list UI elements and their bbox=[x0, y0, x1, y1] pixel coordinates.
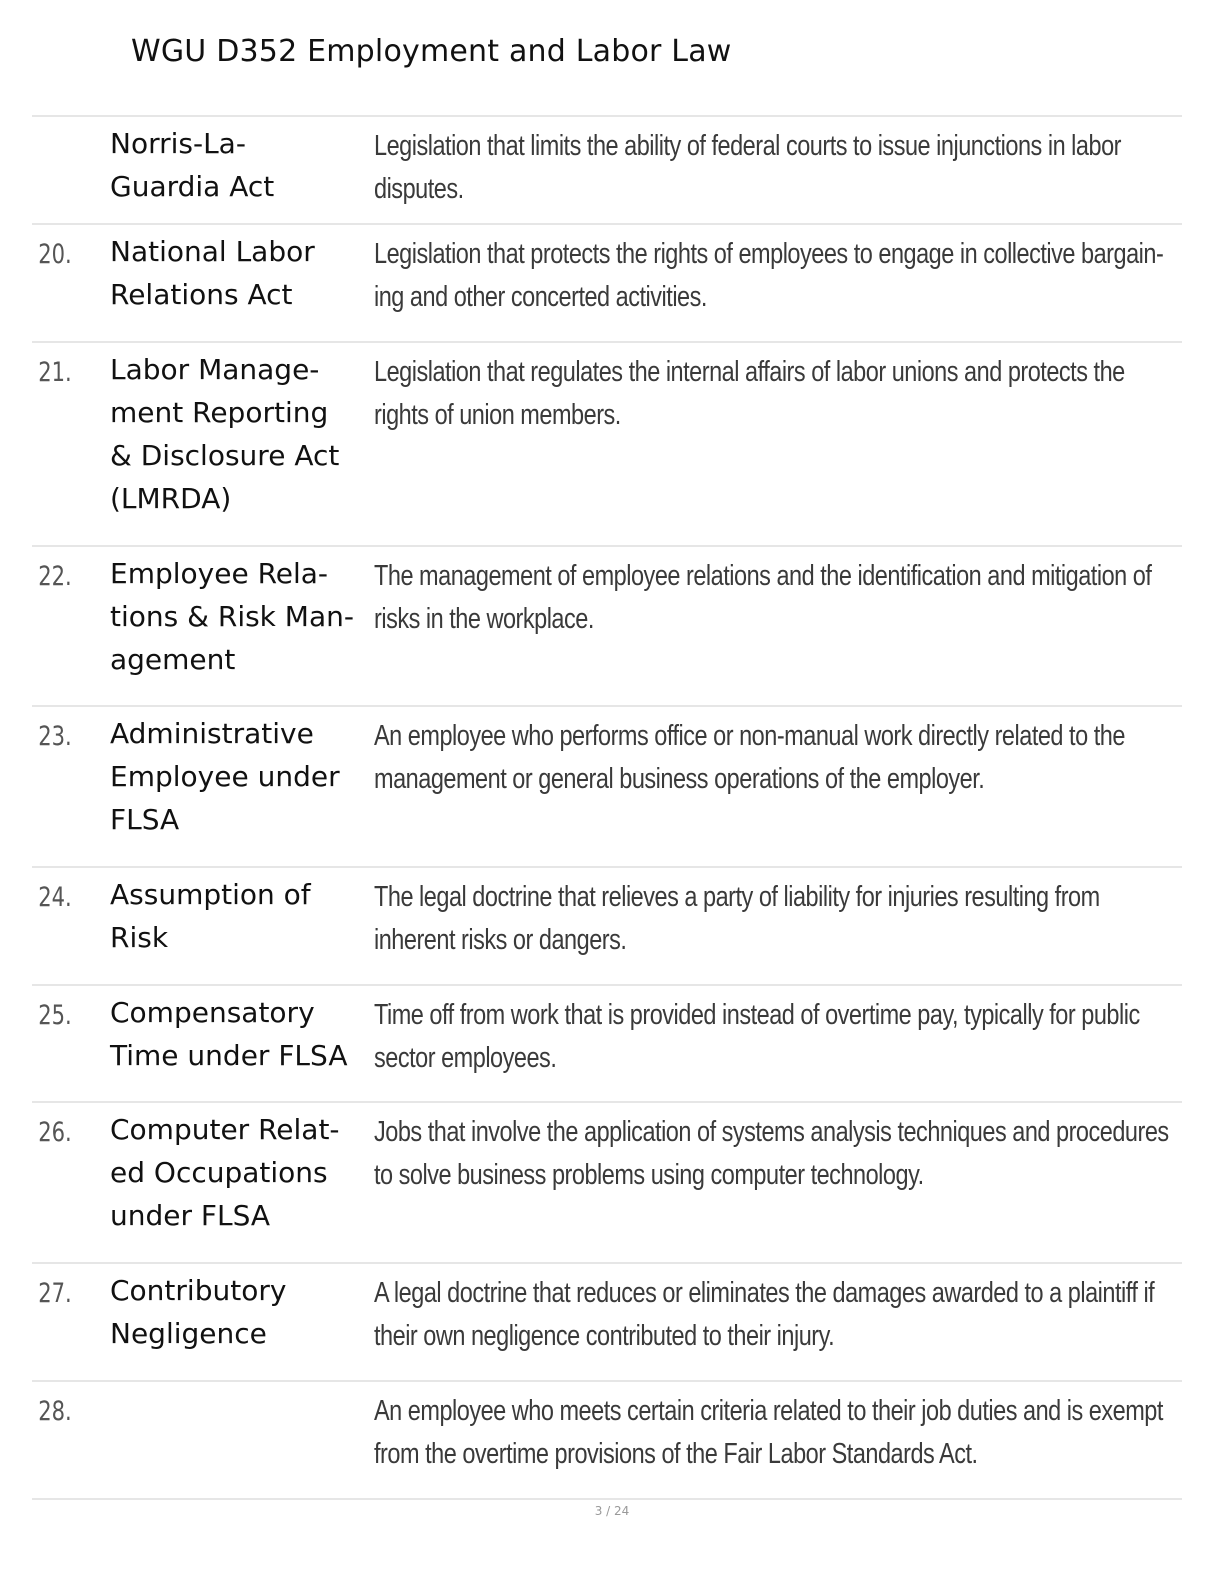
row-number: 20. bbox=[38, 239, 72, 270]
table-row bbox=[32, 707, 1182, 868]
term-line: ment Reporting bbox=[110, 396, 329, 429]
term-line: & Disclosure Act bbox=[110, 439, 340, 472]
term-line: Contributory bbox=[110, 1274, 287, 1307]
term-line: Risk bbox=[110, 921, 169, 954]
definition-text: An employee who meets certain criteria related to their job duties and is exempt from the overtime provisions of the Fair Labor Standards Act. bbox=[374, 1395, 1163, 1470]
term-line: FLSA bbox=[110, 803, 180, 836]
definition-text: Time off from work that is provided instead of overtime pay, typically for public sector employees. bbox=[374, 999, 1140, 1074]
term-line: Administrative bbox=[110, 717, 314, 750]
term-cell bbox=[110, 707, 374, 866]
row-number: 23. bbox=[38, 721, 72, 752]
term-line: Labor Manage- bbox=[110, 353, 320, 386]
term-line: Computer Relat- bbox=[110, 1113, 340, 1146]
table-row bbox=[32, 1264, 1182, 1382]
glossary-table bbox=[32, 115, 1182, 1500]
row-number: 21. bbox=[38, 357, 72, 388]
term-line: Guardia Act bbox=[110, 170, 275, 203]
row-number bbox=[32, 117, 93, 223]
term-line: ed Occupations bbox=[110, 1156, 328, 1189]
definition-text: Jobs that involve the application of systems analysis techniques and procedures to solve business problems using computer technology. bbox=[374, 1116, 1169, 1191]
document-title: WGU D352 Employment and Labor Law bbox=[131, 34, 732, 69]
definition-cell bbox=[374, 868, 1224, 984]
term-line: National Labor bbox=[110, 235, 315, 268]
term-line: Employee under bbox=[110, 760, 340, 793]
term-line: Compensatory bbox=[110, 996, 315, 1029]
definition-text: A legal doctrine that reduces or eliminates the damages awarded to a plaintiff if their own negligence contributed to their injury. bbox=[374, 1277, 1155, 1352]
term-line: Negligence bbox=[110, 1317, 267, 1350]
row-number: 24. bbox=[38, 882, 72, 913]
page-number: 3 / 24 bbox=[594, 1504, 630, 1518]
term-line: (LMRDA) bbox=[110, 482, 232, 515]
term-line: Relations Act bbox=[110, 278, 293, 311]
definition-text: Legislation that regulates the internal affairs of labor unions and protects the rights of union members. bbox=[374, 356, 1125, 431]
row-number: 26. bbox=[38, 1117, 72, 1148]
term-cell bbox=[110, 868, 374, 984]
row-number: 28. bbox=[38, 1396, 72, 1427]
row-number: 22. bbox=[38, 561, 72, 592]
table-row bbox=[32, 868, 1182, 986]
definition-text: Legislation that limits the ability of federal courts to issue injunctions in labor disputes. bbox=[374, 130, 1121, 205]
table-row bbox=[32, 1103, 1182, 1264]
definition-cell bbox=[374, 1103, 1224, 1262]
term-cell bbox=[110, 343, 374, 545]
term-line: tions & Risk Man- bbox=[110, 600, 354, 633]
definition-cell bbox=[374, 343, 1224, 545]
term-cell bbox=[110, 986, 374, 1101]
table-row bbox=[32, 547, 1182, 707]
term-line: Time under FLSA bbox=[110, 1039, 348, 1072]
definition-cell bbox=[374, 117, 1224, 223]
table-row bbox=[32, 225, 1182, 343]
definition-cell bbox=[374, 1264, 1224, 1380]
definition-text: The legal doctrine that relieves a party of liability for injuries resulting from inherent risks or dangers. bbox=[374, 881, 1100, 956]
table-row bbox=[32, 1382, 1182, 1500]
definition-cell bbox=[374, 1382, 1224, 1498]
definition-cell bbox=[374, 707, 1224, 866]
term-cell bbox=[110, 1103, 374, 1262]
definition-cell bbox=[374, 225, 1224, 341]
term-cell bbox=[110, 1264, 374, 1380]
term-cell bbox=[110, 117, 374, 223]
term-cell bbox=[110, 547, 374, 705]
term-cell bbox=[110, 1382, 374, 1498]
definition-text: The management of employee relations and the identification and mitigation of risks in the workplace. bbox=[374, 560, 1152, 635]
definition-cell bbox=[374, 986, 1224, 1101]
term-line: Assumption of bbox=[110, 878, 311, 911]
term-line: agement bbox=[110, 643, 236, 676]
definition-cell bbox=[374, 547, 1224, 705]
row-number: 27. bbox=[38, 1278, 72, 1309]
row-number: 25. bbox=[38, 1000, 72, 1031]
term-line: Employee Rela- bbox=[110, 557, 329, 590]
term-cell bbox=[110, 225, 374, 341]
term-line: under FLSA bbox=[110, 1199, 271, 1232]
term-line: Norris-La- bbox=[110, 127, 246, 160]
table-row bbox=[32, 986, 1182, 1103]
definition-text: An employee who performs office or non-manual work directly related to the management or general business operations of the employer. bbox=[374, 720, 1125, 795]
table-row bbox=[32, 117, 1182, 225]
definition-text: Legislation that protects the rights of employees to engage in collective bargain-ing and other concerted activities. bbox=[374, 238, 1164, 313]
table-row bbox=[32, 343, 1182, 547]
